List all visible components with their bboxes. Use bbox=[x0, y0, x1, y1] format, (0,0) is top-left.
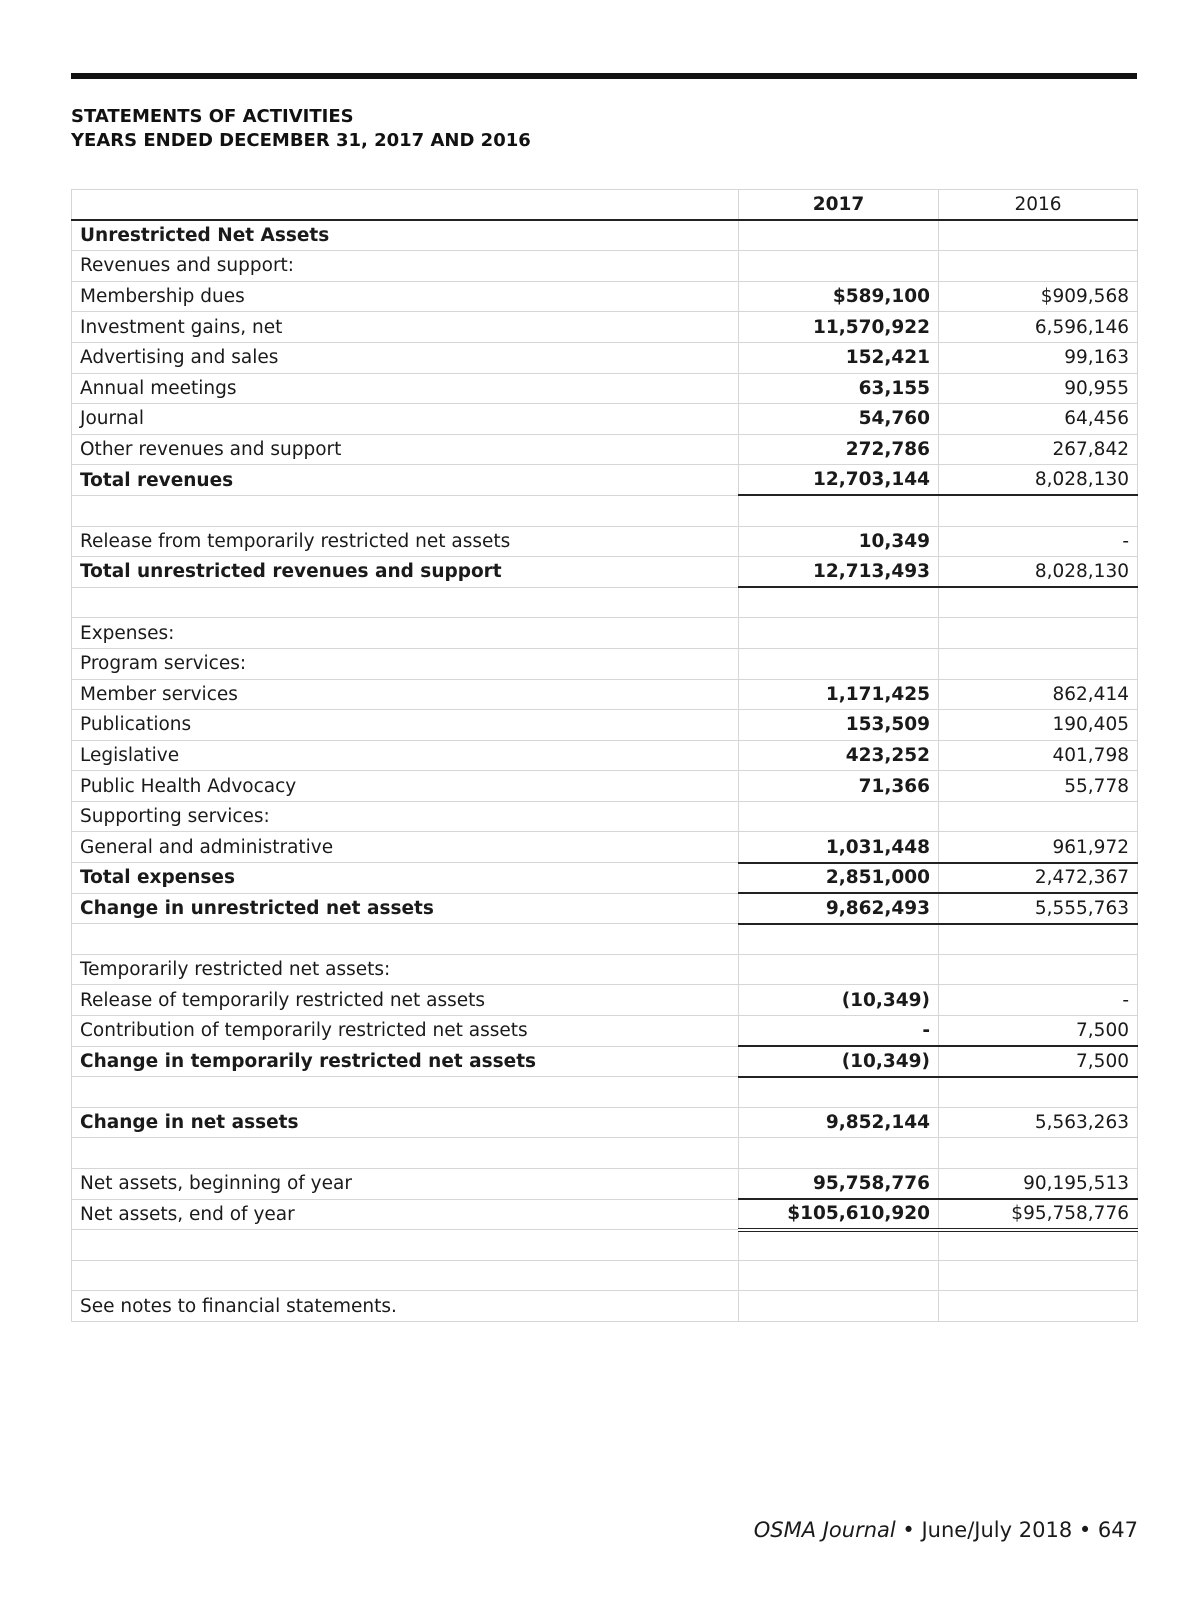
value-2017: 12,703,144 bbox=[739, 465, 939, 496]
value-2016 bbox=[939, 1260, 1138, 1291]
table-row bbox=[72, 526, 1138, 557]
value-2017 bbox=[739, 1291, 939, 1322]
value-2017: 10,349 bbox=[739, 526, 939, 557]
value-2016: 190,405 bbox=[939, 710, 1138, 741]
value-2016 bbox=[939, 618, 1138, 649]
row-label: Temporarily restricted net assets: bbox=[72, 954, 739, 985]
value-2017 bbox=[739, 618, 939, 649]
row-label: Legislative bbox=[72, 740, 739, 771]
value-2017: 153,509 bbox=[739, 710, 939, 741]
value-2016 bbox=[939, 1230, 1138, 1261]
row-label: Advertising and sales bbox=[72, 342, 739, 373]
table-row bbox=[72, 434, 1138, 465]
value-2017 bbox=[739, 954, 939, 985]
row-label: General and administrative bbox=[72, 832, 739, 863]
value-2016: 2,472,367 bbox=[939, 863, 1138, 894]
value-2016: 401,798 bbox=[939, 740, 1138, 771]
value-2016: 7,500 bbox=[939, 1016, 1138, 1047]
value-2016: - bbox=[939, 526, 1138, 557]
row-label: Net assets, beginning of year bbox=[72, 1169, 739, 1200]
row-label bbox=[72, 587, 739, 618]
value-2016: 64,456 bbox=[939, 404, 1138, 435]
table-row bbox=[72, 587, 1138, 618]
value-2017 bbox=[739, 1138, 939, 1169]
value-2016 bbox=[939, 220, 1138, 251]
value-2017: (10,349) bbox=[739, 985, 939, 1016]
table-row bbox=[72, 404, 1138, 435]
table-row bbox=[72, 954, 1138, 985]
statement-period: YEARS ENDED DECEMBER 31, 2017 AND 2016 bbox=[71, 130, 531, 151]
row-label: See notes to financial statements. bbox=[72, 1291, 739, 1322]
value-2016: 7,500 bbox=[939, 1046, 1138, 1077]
value-2016: 5,555,763 bbox=[939, 893, 1138, 924]
row-label bbox=[72, 924, 739, 955]
value-2017: 1,171,425 bbox=[739, 679, 939, 710]
value-2016 bbox=[939, 1291, 1138, 1322]
value-2016: 6,596,146 bbox=[939, 312, 1138, 343]
table-row bbox=[72, 771, 1138, 802]
table-row bbox=[72, 1077, 1138, 1108]
value-2017: 71,366 bbox=[739, 771, 939, 802]
row-label: Public Health Advocacy bbox=[72, 771, 739, 802]
footer-issue: • June/July 2018 • 647 bbox=[895, 1518, 1138, 1542]
value-2017: - bbox=[739, 1016, 939, 1047]
row-label: Change in temporarily restricted net assets bbox=[72, 1046, 739, 1077]
value-2017 bbox=[739, 801, 939, 832]
value-2017 bbox=[739, 495, 939, 526]
value-2017: 54,760 bbox=[739, 404, 939, 435]
value-2017 bbox=[739, 220, 939, 251]
statement-table bbox=[71, 189, 1138, 1322]
table-row bbox=[72, 251, 1138, 282]
table-row bbox=[72, 1260, 1138, 1291]
table-row bbox=[72, 832, 1138, 863]
row-label: Investment gains, net bbox=[72, 312, 739, 343]
column-2016-header: 2016 bbox=[939, 190, 1138, 221]
table-row bbox=[72, 220, 1138, 251]
row-label bbox=[72, 1230, 739, 1261]
row-label bbox=[72, 495, 739, 526]
table-row bbox=[72, 312, 1138, 343]
value-2016 bbox=[939, 924, 1138, 955]
value-2016: 99,163 bbox=[939, 342, 1138, 373]
value-2016 bbox=[939, 1138, 1138, 1169]
row-label: Publications bbox=[72, 710, 739, 741]
value-2016: 90,195,513 bbox=[939, 1169, 1138, 1200]
header-blank bbox=[72, 190, 739, 221]
row-label: Expenses: bbox=[72, 618, 739, 649]
row-label bbox=[72, 1138, 739, 1169]
row-label: Total unrestricted revenues and support bbox=[72, 557, 739, 588]
table-row bbox=[72, 1107, 1138, 1138]
footer-journal: OSMA Journal bbox=[753, 1518, 896, 1542]
value-2017: 152,421 bbox=[739, 342, 939, 373]
table-row bbox=[72, 373, 1138, 404]
table-row bbox=[72, 1016, 1138, 1047]
value-2016: 267,842 bbox=[939, 434, 1138, 465]
row-label: Revenues and support: bbox=[72, 251, 739, 282]
value-2017: 12,713,493 bbox=[739, 557, 939, 588]
value-2016: 55,778 bbox=[939, 771, 1138, 802]
value-2017: 9,852,144 bbox=[739, 1107, 939, 1138]
row-label: Total revenues bbox=[72, 465, 739, 496]
value-2017 bbox=[739, 924, 939, 955]
value-2016: 961,972 bbox=[939, 832, 1138, 863]
table-row bbox=[72, 985, 1138, 1016]
value-2016: 8,028,130 bbox=[939, 465, 1138, 496]
value-2017: 272,786 bbox=[739, 434, 939, 465]
table-row bbox=[72, 1138, 1138, 1169]
value-2017: 423,252 bbox=[739, 740, 939, 771]
row-label: Supporting services: bbox=[72, 801, 739, 832]
row-label bbox=[72, 1077, 739, 1108]
value-2017 bbox=[739, 587, 939, 618]
value-2017: 2,851,000 bbox=[739, 863, 939, 894]
page-footer bbox=[754, 1518, 1138, 1542]
value-2016 bbox=[939, 251, 1138, 282]
table-row bbox=[72, 495, 1138, 526]
value-2017 bbox=[739, 1260, 939, 1291]
value-2016 bbox=[939, 1077, 1138, 1108]
row-label: Change in unrestricted net assets bbox=[72, 893, 739, 924]
table-row bbox=[72, 710, 1138, 741]
value-2017: $105,610,920 bbox=[739, 1199, 939, 1230]
value-2016: - bbox=[939, 985, 1138, 1016]
value-2017: 1,031,448 bbox=[739, 832, 939, 863]
value-2017 bbox=[739, 1230, 939, 1261]
statement-title: STATEMENTS OF ACTIVITIES bbox=[71, 106, 354, 127]
table-row bbox=[72, 1169, 1138, 1200]
row-label: Contribution of temporarily restricted net assets bbox=[72, 1016, 739, 1047]
value-2017 bbox=[739, 1077, 939, 1108]
value-2017: 63,155 bbox=[739, 373, 939, 404]
table-row bbox=[72, 281, 1138, 312]
row-label: Total expenses bbox=[72, 863, 739, 894]
value-2017 bbox=[739, 648, 939, 679]
value-2016: 8,028,130 bbox=[939, 557, 1138, 588]
table-row bbox=[72, 1291, 1138, 1322]
row-label: Annual meetings bbox=[72, 373, 739, 404]
value-2017: 11,570,922 bbox=[739, 312, 939, 343]
table-row bbox=[72, 863, 1138, 894]
column-header-row bbox=[72, 190, 1138, 221]
statement-heading bbox=[71, 105, 531, 153]
table-row bbox=[72, 618, 1138, 649]
row-label: Net assets, end of year bbox=[72, 1199, 739, 1230]
table-row bbox=[72, 648, 1138, 679]
row-label: Release from temporarily restricted net assets bbox=[72, 526, 739, 557]
value-2016: 862,414 bbox=[939, 679, 1138, 710]
value-2016 bbox=[939, 954, 1138, 985]
value-2016 bbox=[939, 495, 1138, 526]
table-row bbox=[72, 801, 1138, 832]
table-row bbox=[72, 679, 1138, 710]
row-label: Unrestricted Net Assets bbox=[72, 220, 739, 251]
row-label: Change in net assets bbox=[72, 1107, 739, 1138]
table-row bbox=[72, 557, 1138, 588]
value-2016: $909,568 bbox=[939, 281, 1138, 312]
row-label: Other revenues and support bbox=[72, 434, 739, 465]
table-row bbox=[72, 1046, 1138, 1077]
table-row bbox=[72, 465, 1138, 496]
column-2017-header: 2017 bbox=[739, 190, 939, 221]
value-2017: 95,758,776 bbox=[739, 1169, 939, 1200]
row-label: Member services bbox=[72, 679, 739, 710]
table-row bbox=[72, 1199, 1138, 1230]
value-2016 bbox=[939, 648, 1138, 679]
table-row bbox=[72, 924, 1138, 955]
value-2016 bbox=[939, 801, 1138, 832]
table-row bbox=[72, 342, 1138, 373]
table-row bbox=[72, 893, 1138, 924]
value-2016: $95,758,776 bbox=[939, 1199, 1138, 1230]
value-2017: (10,349) bbox=[739, 1046, 939, 1077]
table-row bbox=[72, 740, 1138, 771]
value-2016: 90,955 bbox=[939, 373, 1138, 404]
table-row bbox=[72, 1230, 1138, 1261]
row-label: Journal bbox=[72, 404, 739, 435]
row-label: Release of temporarily restricted net assets bbox=[72, 985, 739, 1016]
value-2017: 9,862,493 bbox=[739, 893, 939, 924]
row-label: Program services: bbox=[72, 648, 739, 679]
row-label: Membership dues bbox=[72, 281, 739, 312]
value-2016: 5,563,263 bbox=[939, 1107, 1138, 1138]
top-rule bbox=[71, 73, 1137, 79]
value-2017: $589,100 bbox=[739, 281, 939, 312]
value-2017 bbox=[739, 251, 939, 282]
value-2016 bbox=[939, 587, 1138, 618]
row-label bbox=[72, 1260, 739, 1291]
